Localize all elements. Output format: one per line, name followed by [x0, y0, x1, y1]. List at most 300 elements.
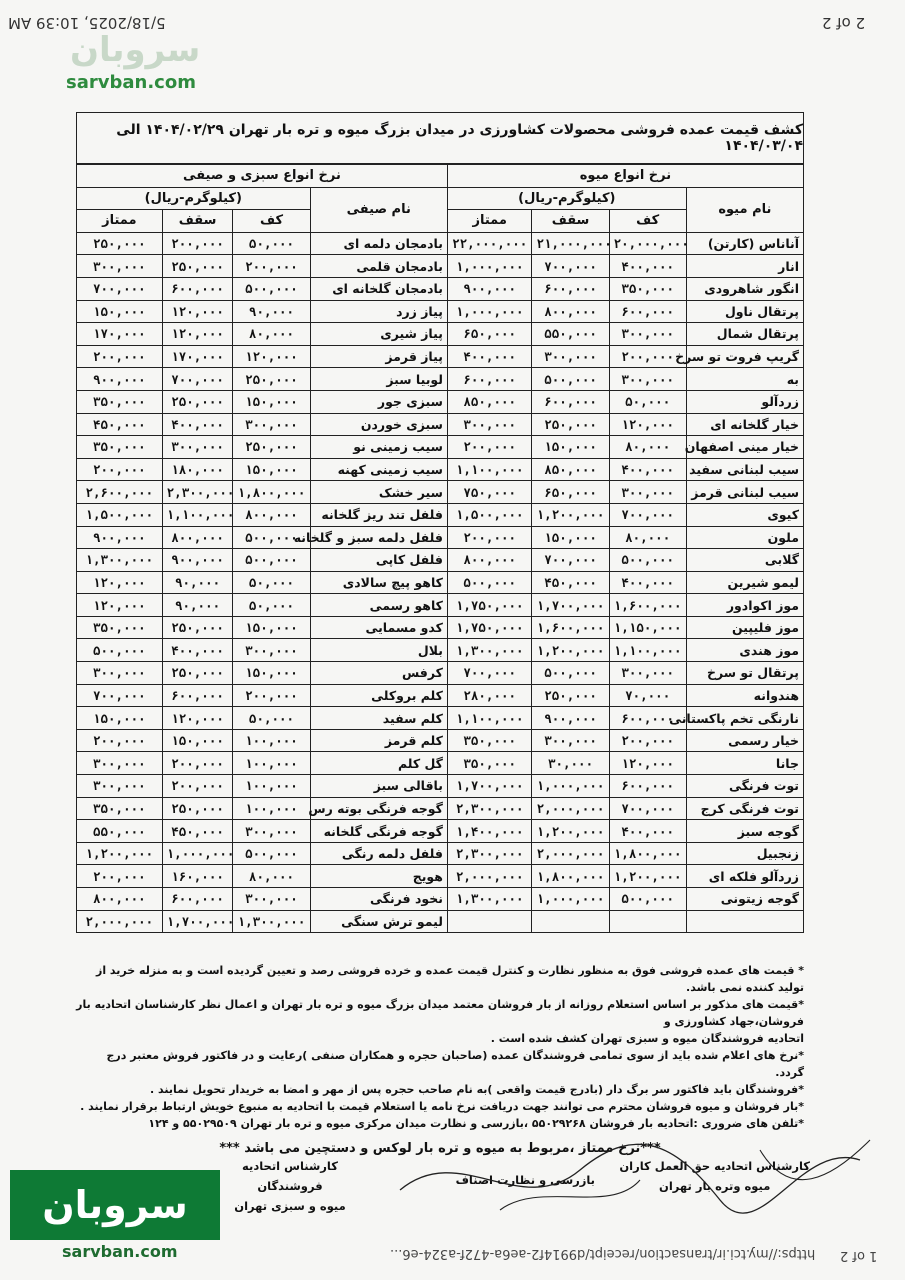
- fruit-kaf-cell: ۳۰۰,۰۰۰: [609, 368, 686, 391]
- fruit-name-cell: خیار مینی اصفهان: [686, 436, 803, 459]
- fruit-kaf-cell: [609, 910, 686, 933]
- fruit-momtaz-cell: ۱,۳۰۰,۰۰۰: [447, 639, 532, 662]
- note-line: *تلفن های ضروری :اتحادیه بار فروشان ۵۵۰۲۹۲۶۸ ،بازرسی و نظارت میدان مرکزی میوه و تره بار تهران ۵۵۰۲۹۵۰۹ و ۱۲۴: [148, 1117, 804, 1130]
- fruit-momtaz-cell: ۱,۴۰۰,۰۰۰: [447, 820, 532, 843]
- veg-saghf-cell: ۸۰۰,۰۰۰: [162, 526, 233, 549]
- fruit-saghf-cell: ۲۵۰,۰۰۰: [532, 413, 609, 436]
- veg-name-cell: پیاز قرمز: [310, 345, 447, 368]
- fruit-momtaz-cell: ۲,۳۰۰,۰۰۰: [447, 797, 532, 820]
- fruit-name-cell: گوجه سبز: [686, 820, 803, 843]
- fruit-saghf-cell: ۸۵۰,۰۰۰: [532, 458, 609, 481]
- fruit-kaf-cell: ۸۰,۰۰۰: [609, 526, 686, 549]
- veg-saghf-cell: ۶۰۰,۰۰۰: [162, 277, 233, 300]
- veg-saghf-cell: ۱,۱۰۰,۰۰۰: [162, 503, 233, 526]
- veg-momtaz-cell: ۱۵۰,۰۰۰: [77, 300, 163, 323]
- veg-momtaz-cell: ۹۰۰,۰۰۰: [77, 526, 163, 549]
- table-row: [77, 865, 804, 888]
- table-row: [77, 820, 804, 843]
- fruit-momtaz-cell: ۲۲,۰۰۰,۰۰۰: [447, 232, 532, 255]
- veg-saghf-cell: ۴۰۰,۰۰۰: [162, 413, 233, 436]
- fruit-saghf-cell: ۳۰,۰۰۰: [532, 752, 609, 775]
- veg-saghf-cell: ۹۰,۰۰۰: [162, 594, 233, 617]
- veg-name-cell: هویج: [310, 865, 447, 888]
- veg-kaf-cell: ۵۰۰,۰۰۰: [233, 842, 310, 865]
- veg-name-cell: کدو مسمایی: [310, 616, 447, 639]
- veg-kaf-cell: ۸۰,۰۰۰: [233, 323, 310, 346]
- fruit-kaf-cell: ۴۰۰,۰۰۰: [609, 820, 686, 843]
- fruit-saghf-cell: ۱,۷۰۰,۰۰۰: [532, 594, 609, 617]
- fruit-kaf-cell: ۳۰۰,۰۰۰: [609, 481, 686, 504]
- sarvban-logo: سروبان: [10, 1170, 220, 1240]
- watermark-url[interactable]: sarvban.com: [66, 72, 196, 93]
- fruits-heading: نرخ انواع میوه: [447, 165, 803, 188]
- receipt-url: https://my.tci.ir/transaction/receipt/d9914f2-ae6a-472f-a324-e6...: [390, 1246, 816, 1261]
- veg-name-cell: فلفل تند ریز گلخانه: [310, 503, 447, 526]
- note-line: *قیمت های مذکور بر اساس استعلام روزانه از بار فروشان معتمد میدان بزرگ میوه و تره بار تهران و اعمال نظر کارشناسان اتحادیه بار فروشان،جهاد کشاورزی و: [76, 998, 804, 1028]
- veg-name-cell: کلم قرمز: [310, 729, 447, 752]
- fruit-kaf-cell: ۵۰۰,۰۰۰: [609, 888, 686, 911]
- fruit-saghf-cell: ۹۰۰,۰۰۰: [532, 707, 609, 730]
- signature-title: بازرسی و نظارت اصناف: [455, 1173, 595, 1187]
- veg-saghf-cell: ۴۰۰,۰۰۰: [162, 639, 233, 662]
- fruit-name-cell: پرتقال شمال: [686, 323, 803, 346]
- fruit-saghf-cell: ۱,۲۰۰,۰۰۰: [532, 820, 609, 843]
- veg-name-cell: کرفس: [310, 662, 447, 685]
- veg-saghf-cell: ۴۵۰,۰۰۰: [162, 820, 233, 843]
- table-row: [77, 277, 804, 300]
- fruit-kaf-cell: ۲۰۰,۰۰۰: [609, 729, 686, 752]
- fruit-saghf-cell: ۵۵۰,۰۰۰: [532, 323, 609, 346]
- fruit-kaf-cell: ۲۰,۰۰۰,۰۰۰: [609, 232, 686, 255]
- fruit-momtaz-cell: ۸۰۰,۰۰۰: [447, 549, 532, 572]
- fruit-saghf-cell: ۸۰۰,۰۰۰: [532, 300, 609, 323]
- fruit-name-cell: موز هندی: [686, 639, 803, 662]
- veg-momtaz-cell: ۷۰۰,۰۰۰: [77, 277, 163, 300]
- fruit-kaf-cell: ۴۰۰,۰۰۰: [609, 571, 686, 594]
- fruit-saghf-cell: ۲,۰۰۰,۰۰۰: [532, 797, 609, 820]
- veg-col-saghf: سقف: [162, 210, 233, 233]
- table-row: [77, 526, 804, 549]
- signature-sellers-union: [220, 1156, 360, 1216]
- fruit-name-cell: انار: [686, 255, 803, 278]
- veg-momtaz-cell: ۷۰۰,۰۰۰: [77, 684, 163, 707]
- fruit-saghf-cell: ۴۵۰,۰۰۰: [532, 571, 609, 594]
- fruit-momtaz-cell: ۱,۷۰۰,۰۰۰: [447, 775, 532, 798]
- veg-kaf-cell: ۲۰۰,۰۰۰: [233, 255, 310, 278]
- fruit-kaf-cell: ۱۲۰,۰۰۰: [609, 413, 686, 436]
- veg-name-cell: کاهو پیچ سالادی: [310, 571, 447, 594]
- fruit-kaf-cell: ۳۰۰,۰۰۰: [609, 323, 686, 346]
- veg-saghf-cell: ۷۰۰,۰۰۰: [162, 368, 233, 391]
- veg-saghf-cell: ۱۸۰,۰۰۰: [162, 458, 233, 481]
- fruit-name-cell: پرتقال تو سرخ: [686, 662, 803, 685]
- veg-saghf-cell: ۶۰۰,۰۰۰: [162, 888, 233, 911]
- fruit-momtaz-cell: ۲,۳۰۰,۰۰۰: [447, 842, 532, 865]
- table-row: [77, 684, 804, 707]
- sarvban-url[interactable]: sarvban.com: [62, 1242, 178, 1261]
- veg-momtaz-cell: ۳۰۰,۰۰۰: [77, 255, 163, 278]
- table-row: [77, 481, 804, 504]
- table-row: [77, 571, 804, 594]
- veg-saghf-cell: ۲۵۰,۰۰۰: [162, 255, 233, 278]
- table-row: [77, 345, 804, 368]
- page-number: 2 of 2: [821, 14, 865, 32]
- fruit-kaf-cell: ۶۰۰,۰۰۰: [609, 775, 686, 798]
- veg-name-cell: باقالی سبز: [310, 775, 447, 798]
- price-table: [76, 164, 804, 933]
- veg-saghf-cell: ۱,۷۰۰,۰۰۰: [162, 910, 233, 933]
- vegetables-unit: (کیلوگرم-ریال): [77, 187, 311, 210]
- fruit-kaf-cell: ۱,۶۰۰,۰۰۰: [609, 594, 686, 617]
- veg-name-cell: بادمجان قلمی: [310, 255, 447, 278]
- fruit-kaf-cell: ۱,۱۰۰,۰۰۰: [609, 639, 686, 662]
- veg-kaf-cell: ۹۰,۰۰۰: [233, 300, 310, 323]
- table-row: [77, 390, 804, 413]
- table-row: [77, 458, 804, 481]
- fruit-momtaz-cell: ۳۵۰,۰۰۰: [447, 729, 532, 752]
- fruit-kaf-cell: ۳۰۰,۰۰۰: [609, 662, 686, 685]
- veg-kaf-cell: ۵۰,۰۰۰: [233, 707, 310, 730]
- veg-saghf-cell: ۱۲۰,۰۰۰: [162, 300, 233, 323]
- fruit-saghf-cell: ۱,۶۰۰,۰۰۰: [532, 616, 609, 639]
- fruit-saghf-cell: ۱۵۰,۰۰۰: [532, 526, 609, 549]
- veg-name-cell: پیاز زرد: [310, 300, 447, 323]
- fruit-name-cell: پرتقال ناول: [686, 300, 803, 323]
- veg-name-cell: گل کلم: [310, 752, 447, 775]
- table-row: [77, 842, 804, 865]
- table-row: [77, 503, 804, 526]
- fruit-saghf-cell: [532, 910, 609, 933]
- veg-kaf-cell: ۱۲۰,۰۰۰: [233, 345, 310, 368]
- veg-name-cell: بادمجان دلمه ای: [310, 232, 447, 255]
- veg-momtaz-cell: ۵۰۰,۰۰۰: [77, 639, 163, 662]
- fruit-name-cell: زردآلو: [686, 390, 803, 413]
- print-timestamp: 5/18/2025, 10:39 AM: [8, 14, 166, 32]
- veg-saghf-cell: ۲۰۰,۰۰۰: [162, 752, 233, 775]
- veg-momtaz-cell: ۲,۶۰۰,۰۰۰: [77, 481, 163, 504]
- table-row: [77, 232, 804, 255]
- fruit-name-cell: خیار رسمی: [686, 729, 803, 752]
- fruit-momtaz-cell: ۸۵۰,۰۰۰: [447, 390, 532, 413]
- table-row: [77, 639, 804, 662]
- veg-name-cell: گوجه فرنگی بوته رس: [310, 797, 447, 820]
- fruit-momtaz-cell: [447, 910, 532, 933]
- fruit-saghf-cell: ۷۰۰,۰۰۰: [532, 549, 609, 572]
- fruit-col-saghf: سقف: [532, 210, 609, 233]
- veg-kaf-cell: ۱۰۰,۰۰۰: [233, 729, 310, 752]
- fruit-momtaz-cell: ۳۵۰,۰۰۰: [447, 752, 532, 775]
- fruit-name-cell: جانا: [686, 752, 803, 775]
- veg-name-cell: کلم بروکلی: [310, 684, 447, 707]
- veg-kaf-cell: ۳۰۰,۰۰۰: [233, 820, 310, 843]
- fruit-name-header: نام میوه: [686, 187, 803, 232]
- premium-note: ***نرخ ممتاز ،مربوط به میوه و تره بار لوکس و دستچین می باشد ***: [219, 1141, 661, 1156]
- veg-name-cell: سبزی خوردن: [310, 413, 447, 436]
- note-line: * قیمت های عمده فروشی فوق به منظور نظارت و کنترل قیمت عمده و خرده فروشی رصد و تعیین گردیده است و به منزله خرید از تولید کننده نمی باشد.: [96, 964, 804, 994]
- fruit-momtaz-cell: ۷۵۰,۰۰۰: [447, 481, 532, 504]
- table-row: [77, 323, 804, 346]
- table-row: [77, 662, 804, 685]
- vegetables-heading: نرخ انواع سبزی و صیفی: [77, 165, 448, 188]
- veg-saghf-cell: ۱۷۰,۰۰۰: [162, 345, 233, 368]
- veg-col-momtaz: ممتاز: [77, 210, 163, 233]
- veg-name-cell: نخود فرنگی: [310, 888, 447, 911]
- fruit-momtaz-cell: ۱,۱۰۰,۰۰۰: [447, 707, 532, 730]
- veg-momtaz-cell: ۱,۵۰۰,۰۰۰: [77, 503, 163, 526]
- table-row: [77, 300, 804, 323]
- veg-name-cell: سیب زمینی نو: [310, 436, 447, 459]
- table-row: [77, 436, 804, 459]
- veg-momtaz-cell: ۲۰۰,۰۰۰: [77, 865, 163, 888]
- veg-name-cell: لوبیا سبز: [310, 368, 447, 391]
- table-row: [77, 910, 804, 933]
- fruit-momtaz-cell: ۲,۰۰۰,۰۰۰: [447, 865, 532, 888]
- fruit-saghf-cell: ۳۰۰,۰۰۰: [532, 345, 609, 368]
- veg-name-cell: سیر خشک: [310, 481, 447, 504]
- table-row: [77, 775, 804, 798]
- fruit-kaf-cell: ۸۰,۰۰۰: [609, 436, 686, 459]
- signature-title: کارشناس اتحادیه فروشندگان: [242, 1159, 338, 1193]
- veg-momtaz-cell: ۳۵۰,۰۰۰: [77, 390, 163, 413]
- veg-name-cell: سبزی جور: [310, 390, 447, 413]
- fruit-momtaz-cell: ۱,۱۰۰,۰۰۰: [447, 458, 532, 481]
- veg-kaf-cell: ۱,۸۰۰,۰۰۰: [233, 481, 310, 504]
- veg-kaf-cell: ۱,۳۰۰,۰۰۰: [233, 910, 310, 933]
- veg-kaf-cell: ۱۰۰,۰۰۰: [233, 797, 310, 820]
- table-row: [77, 888, 804, 911]
- veg-momtaz-cell: ۲۵۰,۰۰۰: [77, 232, 163, 255]
- table-row: [77, 594, 804, 617]
- fruit-kaf-cell: ۶۰۰,۰۰۰: [609, 707, 686, 730]
- veg-momtaz-cell: ۸۰۰,۰۰۰: [77, 888, 163, 911]
- veg-momtaz-cell: ۴۵۰,۰۰۰: [77, 413, 163, 436]
- fruit-saghf-cell: ۱,۲۰۰,۰۰۰: [532, 503, 609, 526]
- veg-saghf-cell: ۱,۰۰۰,۰۰۰: [162, 842, 233, 865]
- veg-momtaz-cell: ۳۰۰,۰۰۰: [77, 662, 163, 685]
- fruit-momtaz-cell: ۶۰۰,۰۰۰: [447, 368, 532, 391]
- veg-name-cell: بلال: [310, 639, 447, 662]
- veg-kaf-cell: ۱۵۰,۰۰۰: [233, 458, 310, 481]
- fruit-name-cell: به: [686, 368, 803, 391]
- veg-name-header: نام صیفی: [310, 187, 447, 232]
- veg-kaf-cell: ۳۰۰,۰۰۰: [233, 888, 310, 911]
- veg-momtaz-cell: ۲۰۰,۰۰۰: [77, 729, 163, 752]
- note-line: *فروشندگان باید فاکتور سر برگ دار (بادرج قیمت واقعی )به نام صاحب حجره پس از مهر و امضا به خریدار تحویل نمایند .: [150, 1083, 804, 1096]
- fruit-momtaz-cell: ۳۰۰,۰۰۰: [447, 413, 532, 436]
- fruit-saghf-cell: ۶۰۰,۰۰۰: [532, 390, 609, 413]
- fruit-momtaz-cell: ۲۰۰,۰۰۰: [447, 526, 532, 549]
- fruit-kaf-cell: ۴۰۰,۰۰۰: [609, 255, 686, 278]
- fruit-momtaz-cell: ۵۰۰,۰۰۰: [447, 571, 532, 594]
- veg-name-cell: لیمو ترش سنگی: [310, 910, 447, 933]
- veg-saghf-cell: ۱۶۰,۰۰۰: [162, 865, 233, 888]
- fruit-kaf-cell: ۷۰۰,۰۰۰: [609, 797, 686, 820]
- fruit-saghf-cell: ۲۵۰,۰۰۰: [532, 684, 609, 707]
- fruit-kaf-cell: ۲۰۰,۰۰۰: [609, 345, 686, 368]
- veg-saghf-cell: ۲۵۰,۰۰۰: [162, 390, 233, 413]
- veg-momtaz-cell: ۱۵۰,۰۰۰: [77, 707, 163, 730]
- veg-kaf-cell: ۲۵۰,۰۰۰: [233, 368, 310, 391]
- veg-saghf-cell: ۹۰۰,۰۰۰: [162, 549, 233, 572]
- table-row: [77, 707, 804, 730]
- fruits-unit: (کیلوگرم-ریال): [447, 187, 686, 210]
- veg-kaf-cell: ۳۰۰,۰۰۰: [233, 639, 310, 662]
- veg-name-cell: پیاز شیری: [310, 323, 447, 346]
- table-row: [77, 368, 804, 391]
- veg-kaf-cell: ۲۵۰,۰۰۰: [233, 436, 310, 459]
- veg-momtaz-cell: ۲,۰۰۰,۰۰۰: [77, 910, 163, 933]
- fruit-saghf-cell: ۵۰۰,۰۰۰: [532, 662, 609, 685]
- veg-momtaz-cell: ۲۰۰,۰۰۰: [77, 458, 163, 481]
- table-row: [77, 616, 804, 639]
- note-line: *بار فروشان و میوه فروشان محترم می توانند جهت دریافت نرخ نامه یا استعلام قیمت با اتحادیه به منبوع خویش ارتباط برقرار نمایند .: [80, 1100, 804, 1113]
- veg-kaf-cell: ۸۰۰,۰۰۰: [233, 503, 310, 526]
- fruit-kaf-cell: ۱۲۰,۰۰۰: [609, 752, 686, 775]
- fruit-momtaz-cell: ۱,۷۵۰,۰۰۰: [447, 616, 532, 639]
- table-row: [77, 549, 804, 572]
- fruit-name-cell: کیوی: [686, 503, 803, 526]
- fruit-momtaz-cell: ۱,۰۰۰,۰۰۰: [447, 255, 532, 278]
- fruit-kaf-cell: ۶۰۰,۰۰۰: [609, 300, 686, 323]
- veg-kaf-cell: ۵۰۰,۰۰۰: [233, 526, 310, 549]
- fruit-momtaz-cell: ۱,۳۰۰,۰۰۰: [447, 888, 532, 911]
- veg-kaf-cell: ۵۰,۰۰۰: [233, 232, 310, 255]
- veg-name-cell: فلفل دلمه سبز و گلخانه: [310, 526, 447, 549]
- fruit-saghf-cell: ۵۰۰,۰۰۰: [532, 368, 609, 391]
- price-rows: [77, 232, 804, 932]
- fruit-momtaz-cell: ۱,۵۰۰,۰۰۰: [447, 503, 532, 526]
- footer-page-mark: 1 of 2: [839, 1248, 877, 1263]
- fruit-kaf-cell: ۱,۸۰۰,۰۰۰: [609, 842, 686, 865]
- veg-saghf-cell: ۳۰۰,۰۰۰: [162, 436, 233, 459]
- fruit-momtaz-cell: ۲۰۰,۰۰۰: [447, 436, 532, 459]
- fruit-kaf-cell: ۵۰,۰۰۰: [609, 390, 686, 413]
- veg-name-cell: کاهو رسمی: [310, 594, 447, 617]
- veg-saghf-cell: ۱۲۰,۰۰۰: [162, 707, 233, 730]
- fruit-name-cell: توت فرنگی کرج: [686, 797, 803, 820]
- fruit-name-cell: نارنگی تخم پاکستانی: [686, 707, 803, 730]
- veg-name-cell: فلفل کاپی: [310, 549, 447, 572]
- veg-kaf-cell: ۵۰,۰۰۰: [233, 594, 310, 617]
- veg-saghf-cell: ۹۰,۰۰۰: [162, 571, 233, 594]
- veg-saghf-cell: ۲,۳۰۰,۰۰۰: [162, 481, 233, 504]
- fruit-name-cell: آناناس (کارتن): [686, 232, 803, 255]
- fruit-saghf-cell: ۷۰۰,۰۰۰: [532, 255, 609, 278]
- veg-kaf-cell: ۳۰۰,۰۰۰: [233, 413, 310, 436]
- veg-momtaz-cell: ۱,۳۰۰,۰۰۰: [77, 549, 163, 572]
- fruit-name-cell: توت فرنگی: [686, 775, 803, 798]
- veg-name-cell: گوجه فرنگی گلخانه: [310, 820, 447, 843]
- veg-momtaz-cell: ۱,۲۰۰,۰۰۰: [77, 842, 163, 865]
- veg-momtaz-cell: ۳۵۰,۰۰۰: [77, 436, 163, 459]
- signature-title: کارشناس اتحادیه حق العمل کاران: [619, 1159, 810, 1173]
- fruit-kaf-cell: ۳۵۰,۰۰۰: [609, 277, 686, 300]
- fruit-name-cell: گلابی: [686, 549, 803, 572]
- fruit-momtaz-cell: ۲۸۰,۰۰۰: [447, 684, 532, 707]
- veg-name-cell: کلم سفید: [310, 707, 447, 730]
- fruit-name-cell: لیمو شیرین: [686, 571, 803, 594]
- fruit-momtaz-cell: ۹۰۰,۰۰۰: [447, 277, 532, 300]
- fruit-name-cell: ملون: [686, 526, 803, 549]
- veg-momtaz-cell: ۳۵۰,۰۰۰: [77, 797, 163, 820]
- veg-kaf-cell: ۱۰۰,۰۰۰: [233, 775, 310, 798]
- fruit-momtaz-cell: ۶۵۰,۰۰۰: [447, 323, 532, 346]
- fruit-name-cell: موز فلیپین: [686, 616, 803, 639]
- veg-saghf-cell: ۲۵۰,۰۰۰: [162, 616, 233, 639]
- fruit-saghf-cell: ۲۱,۰۰۰,۰۰۰: [532, 232, 609, 255]
- veg-saghf-cell: ۲۵۰,۰۰۰: [162, 662, 233, 685]
- veg-saghf-cell: ۲۰۰,۰۰۰: [162, 775, 233, 798]
- veg-name-cell: فلفل دلمه رنگی: [310, 842, 447, 865]
- fruit-momtaz-cell: ۱,۷۵۰,۰۰۰: [447, 594, 532, 617]
- veg-kaf-cell: ۵۰۰,۰۰۰: [233, 277, 310, 300]
- veg-momtaz-cell: ۹۰۰,۰۰۰: [77, 368, 163, 391]
- fruit-saghf-cell: ۱,۰۰۰,۰۰۰: [532, 775, 609, 798]
- fruit-kaf-cell: ۵۰۰,۰۰۰: [609, 549, 686, 572]
- fruit-momtaz-cell: ۱,۰۰۰,۰۰۰: [447, 300, 532, 323]
- table-row: [77, 752, 804, 775]
- veg-kaf-cell: ۱۵۰,۰۰۰: [233, 616, 310, 639]
- veg-kaf-cell: ۱۵۰,۰۰۰: [233, 390, 310, 413]
- fruit-name-cell: سیب لبنانی قرمز: [686, 481, 803, 504]
- veg-momtaz-cell: ۱۲۰,۰۰۰: [77, 594, 163, 617]
- signature-scribble: [380, 1120, 880, 1230]
- fruit-kaf-cell: ۱,۲۰۰,۰۰۰: [609, 865, 686, 888]
- fruit-saghf-cell: ۱,۲۰۰,۰۰۰: [532, 639, 609, 662]
- fruit-saghf-cell: ۱۵۰,۰۰۰: [532, 436, 609, 459]
- fruit-kaf-cell: ۷۰۰,۰۰۰: [609, 503, 686, 526]
- veg-saghf-cell: ۱۵۰,۰۰۰: [162, 729, 233, 752]
- fruit-name-cell: [686, 910, 803, 933]
- page-title: کشف قیمت عمده فروشی محصولات کشاورزی در میدان بزرگ میوه و تره بار تهران ۱۴۰۴/۰۲/۲۹ الی ۱۴۰۴/۰۳/۰۴: [76, 112, 804, 164]
- veg-saghf-cell: ۶۰۰,۰۰۰: [162, 684, 233, 707]
- veg-name-cell: سیب زمینی کهنه: [310, 458, 447, 481]
- veg-kaf-cell: ۵۰,۰۰۰: [233, 571, 310, 594]
- fruit-momtaz-cell: ۴۰۰,۰۰۰: [447, 345, 532, 368]
- fruit-name-cell: گوجه زیتونی: [686, 888, 803, 911]
- fruit-saghf-cell: ۳۰۰,۰۰۰: [532, 729, 609, 752]
- veg-kaf-cell: ۸۰,۰۰۰: [233, 865, 310, 888]
- watermark-logo: سروبان: [70, 30, 201, 70]
- fruit-saghf-cell: ۶۵۰,۰۰۰: [532, 481, 609, 504]
- veg-saghf-cell: ۲۵۰,۰۰۰: [162, 797, 233, 820]
- veg-kaf-cell: ۵۰۰,۰۰۰: [233, 549, 310, 572]
- fruit-name-cell: هندوانه: [686, 684, 803, 707]
- note-line: *نرخ های اعلام شده باید از سوی تمامی فروشندگان عمده (صاحبان حجره و همکاران صنفی )رعایت و در فاکتور فروش معتبر درج گردد.: [106, 1049, 804, 1079]
- fruit-col-kaf: کف: [609, 210, 686, 233]
- fruit-saghf-cell: ۱,۰۰۰,۰۰۰: [532, 888, 609, 911]
- fruit-kaf-cell: ۱,۱۵۰,۰۰۰: [609, 616, 686, 639]
- table-row: [77, 797, 804, 820]
- fruit-saghf-cell: ۶۰۰,۰۰۰: [532, 277, 609, 300]
- fruit-name-cell: انگور شاهرودی: [686, 277, 803, 300]
- fruit-name-cell: گریپ فروت تو سرخ: [686, 345, 803, 368]
- fruit-name-cell: موز اکوادور: [686, 594, 803, 617]
- veg-col-kaf: کف: [233, 210, 310, 233]
- fruit-name-cell: سیب لبنانی سفید: [686, 458, 803, 481]
- fruit-name-cell: خیار گلخانه ای: [686, 413, 803, 436]
- note-line: اتحادیه فروشندگان میوه و سبزی تهران کشف شده است .: [490, 1032, 804, 1045]
- fruit-kaf-cell: ۷۰,۰۰۰: [609, 684, 686, 707]
- veg-kaf-cell: ۱۰۰,۰۰۰: [233, 752, 310, 775]
- table-row: [77, 413, 804, 436]
- veg-saghf-cell: ۱۲۰,۰۰۰: [162, 323, 233, 346]
- fruit-saghf-cell: ۱,۸۰۰,۰۰۰: [532, 865, 609, 888]
- signature-subtitle: میوه و سبزی تهران: [234, 1199, 346, 1213]
- fruit-name-cell: زردآلو فلکه ای: [686, 865, 803, 888]
- fruit-momtaz-cell: ۷۰۰,۰۰۰: [447, 662, 532, 685]
- veg-momtaz-cell: ۲۰۰,۰۰۰: [77, 345, 163, 368]
